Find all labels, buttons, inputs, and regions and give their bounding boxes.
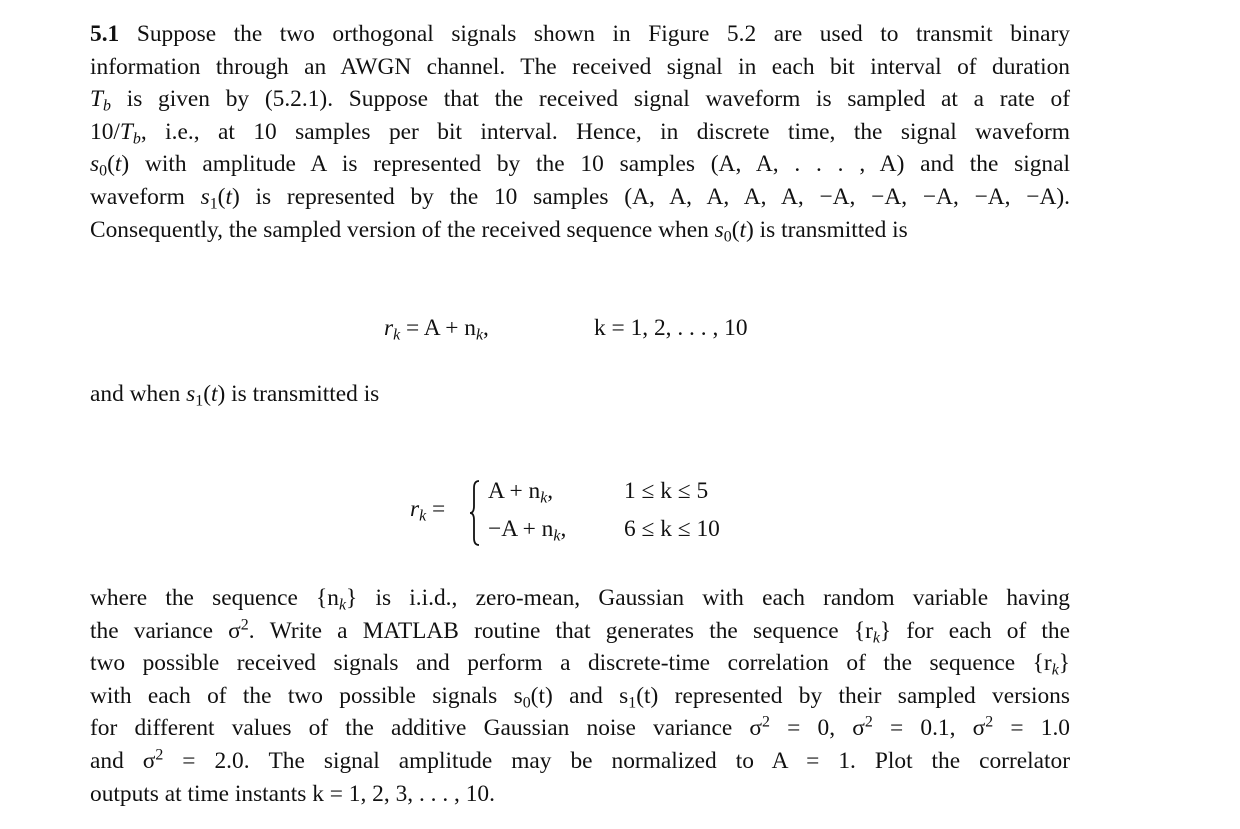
piecewise-case-2-expr: $-A + n_k$, [488, 516, 567, 545]
piecewise-brace [470, 480, 480, 546]
text-line: 5.1 Suppose the two orthogonal signals shown in Figure 5.2 are used to transmit binary [90, 21, 1070, 47]
text-line: and $\sigma^2 = 2.0$. The signal amplitude may be normalized to A = 1. Plot the correlator [90, 746, 1070, 774]
text-line: with each of the two possible signals $s_0(t)$ and $s_1(t)$ represented by their sampled versions [90, 682, 1070, 712]
text-line: waveform $s_1(t)$ is represented by the 10 samples (A, A, A, A, A, −A, −A, −A, −A, −A). [90, 183, 1070, 213]
problem-statement-paragraph [90, 18, 1070, 246]
piecewise-case-1-cond: 1 ≤ k ≤ 5 [624, 478, 709, 504]
equation-received-s1-lhs: $r_k$ = [410, 496, 446, 525]
equation-received-s0: $r_k = A + n_k$, [384, 315, 489, 344]
text-line: $T_b$ is given by (5.2.1). Suppose that the received signal waveform is sampled at a rate of [90, 86, 1070, 115]
problem-number: 5.1 [90, 21, 120, 47]
piecewise-case-1-expr: $A + n_k$, [488, 478, 554, 507]
equation-index-range: k = 1, 2, . . . , 10 [594, 315, 748, 341]
piecewise-case-2-cond: 6 ≤ k ≤ 10 [624, 516, 720, 542]
task-paragraph [90, 582, 1070, 810]
text-line: $s_0(t)$ with amplitude A is represented by the 10 samples (A, A, . . . , A) and the signal [90, 151, 1071, 180]
text-line: $10/T_b$, i.e., at 10 samples per bit interval. Hence, in discrete time, the signal waveform [90, 118, 1070, 148]
text-line: information through an AWGN channel. The received signal in each bit interval of duration [90, 53, 1070, 80]
text-line: the variance $\sigma^2$. Write a MATLAB routine that generates the sequence $\{r_k\}$ for each of the [90, 615, 1070, 647]
text-line: for different values of the additive Gaussian noise variance $\sigma^2 = 0$, $\sigma^2 = 0.1$, $\sigma^2 = 1.0$ [90, 713, 1070, 742]
text-line: Consequently, the sampled version of the received sequence when $s_0(t)$ is transmitted is [90, 216, 908, 246]
text-line: where the sequence $\{n_k\}$ is i.i.d., zero-mean, Gaussian with each random variable having [90, 585, 1070, 614]
text-line: and when $s_1(t)$ is transmitted is [90, 381, 380, 410]
text-line: outputs at time instants k = 1, 2, 3, . . . , 10. [90, 780, 495, 807]
transition-text [90, 378, 1070, 411]
text-line: two possible received signals and perform a discrete-time correlation of the sequence $\{r_k\}$ [90, 650, 1070, 679]
